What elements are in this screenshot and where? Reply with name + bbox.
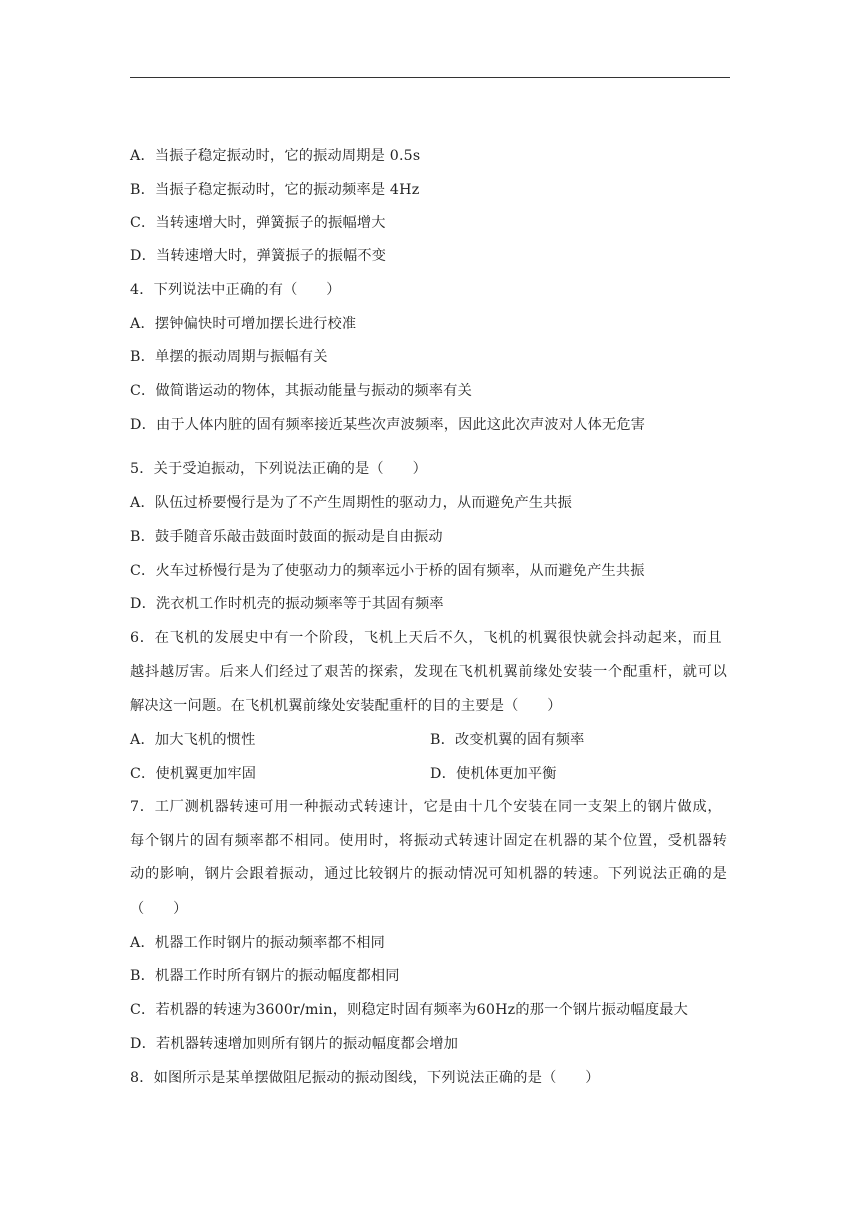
q6-stem-line-2: 越抖越厉害。后来人们经过了艰苦的探索，发现在飞机机翼前缘处安装一个配重杆，就可以 [130, 664, 728, 680]
q3-option-c: C．当转速增大时，弹簧振子的振幅增大 [130, 215, 386, 231]
q6-options-row-2 [130, 764, 730, 784]
q7-option-d: D．若机器转速增加则所有钢片的振动幅度都会增加 [130, 1036, 459, 1052]
q7-option-b: B．机器工作时所有钢片的振动幅度都相同 [130, 968, 400, 984]
q4-option-b: B．单摆的振动周期与振幅有关 [130, 349, 328, 365]
q7-stem-line-2: 每个钢片的固有频率都不相同。使用时，将振动式转速计固定在机器的某个位置，受机器转 [130, 833, 728, 849]
q6-option-c: C．使机翼更加牢固 [130, 766, 257, 782]
q7-option-c: C．若机器的转速为3600r/min，则稳定时固有频率为60Hz的那一个钢片振动幅度最大 [130, 1002, 688, 1018]
q6-options-row-1 [130, 730, 730, 750]
q4-option-c: C．做简谐运动的物体，其振动能量与振动的频率有关 [130, 383, 472, 399]
q8-stem: 8．如图所示是某单摆做阻尼振动的振动图线，下列说法正确的是（ ） [130, 1070, 600, 1086]
q3-option-b: B．当振子稳定振动时，它的振动频率是 4Hz [130, 182, 420, 198]
q4-stem: 4．下列说法中正确的有（ ） [130, 282, 341, 298]
q6-option-d: D．使机体更加平衡 [430, 766, 557, 782]
q6-option-b: B．改变机翼的固有频率 [430, 732, 585, 748]
q5-option-d: D．洗衣机工作时机壳的振动频率等于其固有频率 [130, 596, 444, 612]
q7-stem-line-3: 动的影响，钢片会跟着振动，通过比较钢片的振动情况可知机器的转速。下列说法正确的是 [130, 866, 728, 882]
q3-option-a: A．当振子稳定振动时，它的振动周期是 0.5s [130, 148, 421, 164]
q5-option-a: A．队伍过桥要慢行是为了不产生周期性的驱动力，从而避免产生共振 [130, 495, 573, 511]
q5-option-b: B．鼓手随音乐敲击鼓面时鼓面的振动是自由振动 [130, 529, 443, 545]
q7-option-a: A．机器工作时钢片的振动频率都不相同 [130, 935, 386, 951]
q7-stem-line-4: （ ） [130, 901, 188, 917]
q5-stem: 5．关于受迫振动，下列说法正确的是（ ） [130, 461, 427, 477]
q4-option-d: D．由于人体内脏的固有频率接近某些次声波频率，因此这此次声波对人体无危害 [130, 417, 646, 433]
header-rule [130, 77, 730, 78]
q5-option-c: C．火车过桥慢行是为了使驱动力的频率远小于桥的固有频率，从而避免产生共振 [130, 563, 645, 579]
q6-stem-line-3: 解决这一问题。在飞机机翼前缘处安装配重杆的目的主要是（ ） [130, 698, 562, 714]
q6-stem-line-1: 6．在飞机的发展史中有一个阶段，飞机上天后不久，飞机的机翼很快就会抖动起来，而且 [130, 630, 723, 646]
q6-option-a: A．加大飞机的惯性 [130, 732, 256, 748]
q7-stem-line-1: 7．工厂测机器转速可用一种振动式转速计，它是由十几个安装在同一支架上的钢片做成， [130, 799, 723, 815]
q3-option-d: D．当转速增大时，弹簧振子的振幅不变 [130, 248, 387, 264]
q4-option-a: A．摆钟偏快时可增加摆长进行校准 [130, 316, 357, 332]
